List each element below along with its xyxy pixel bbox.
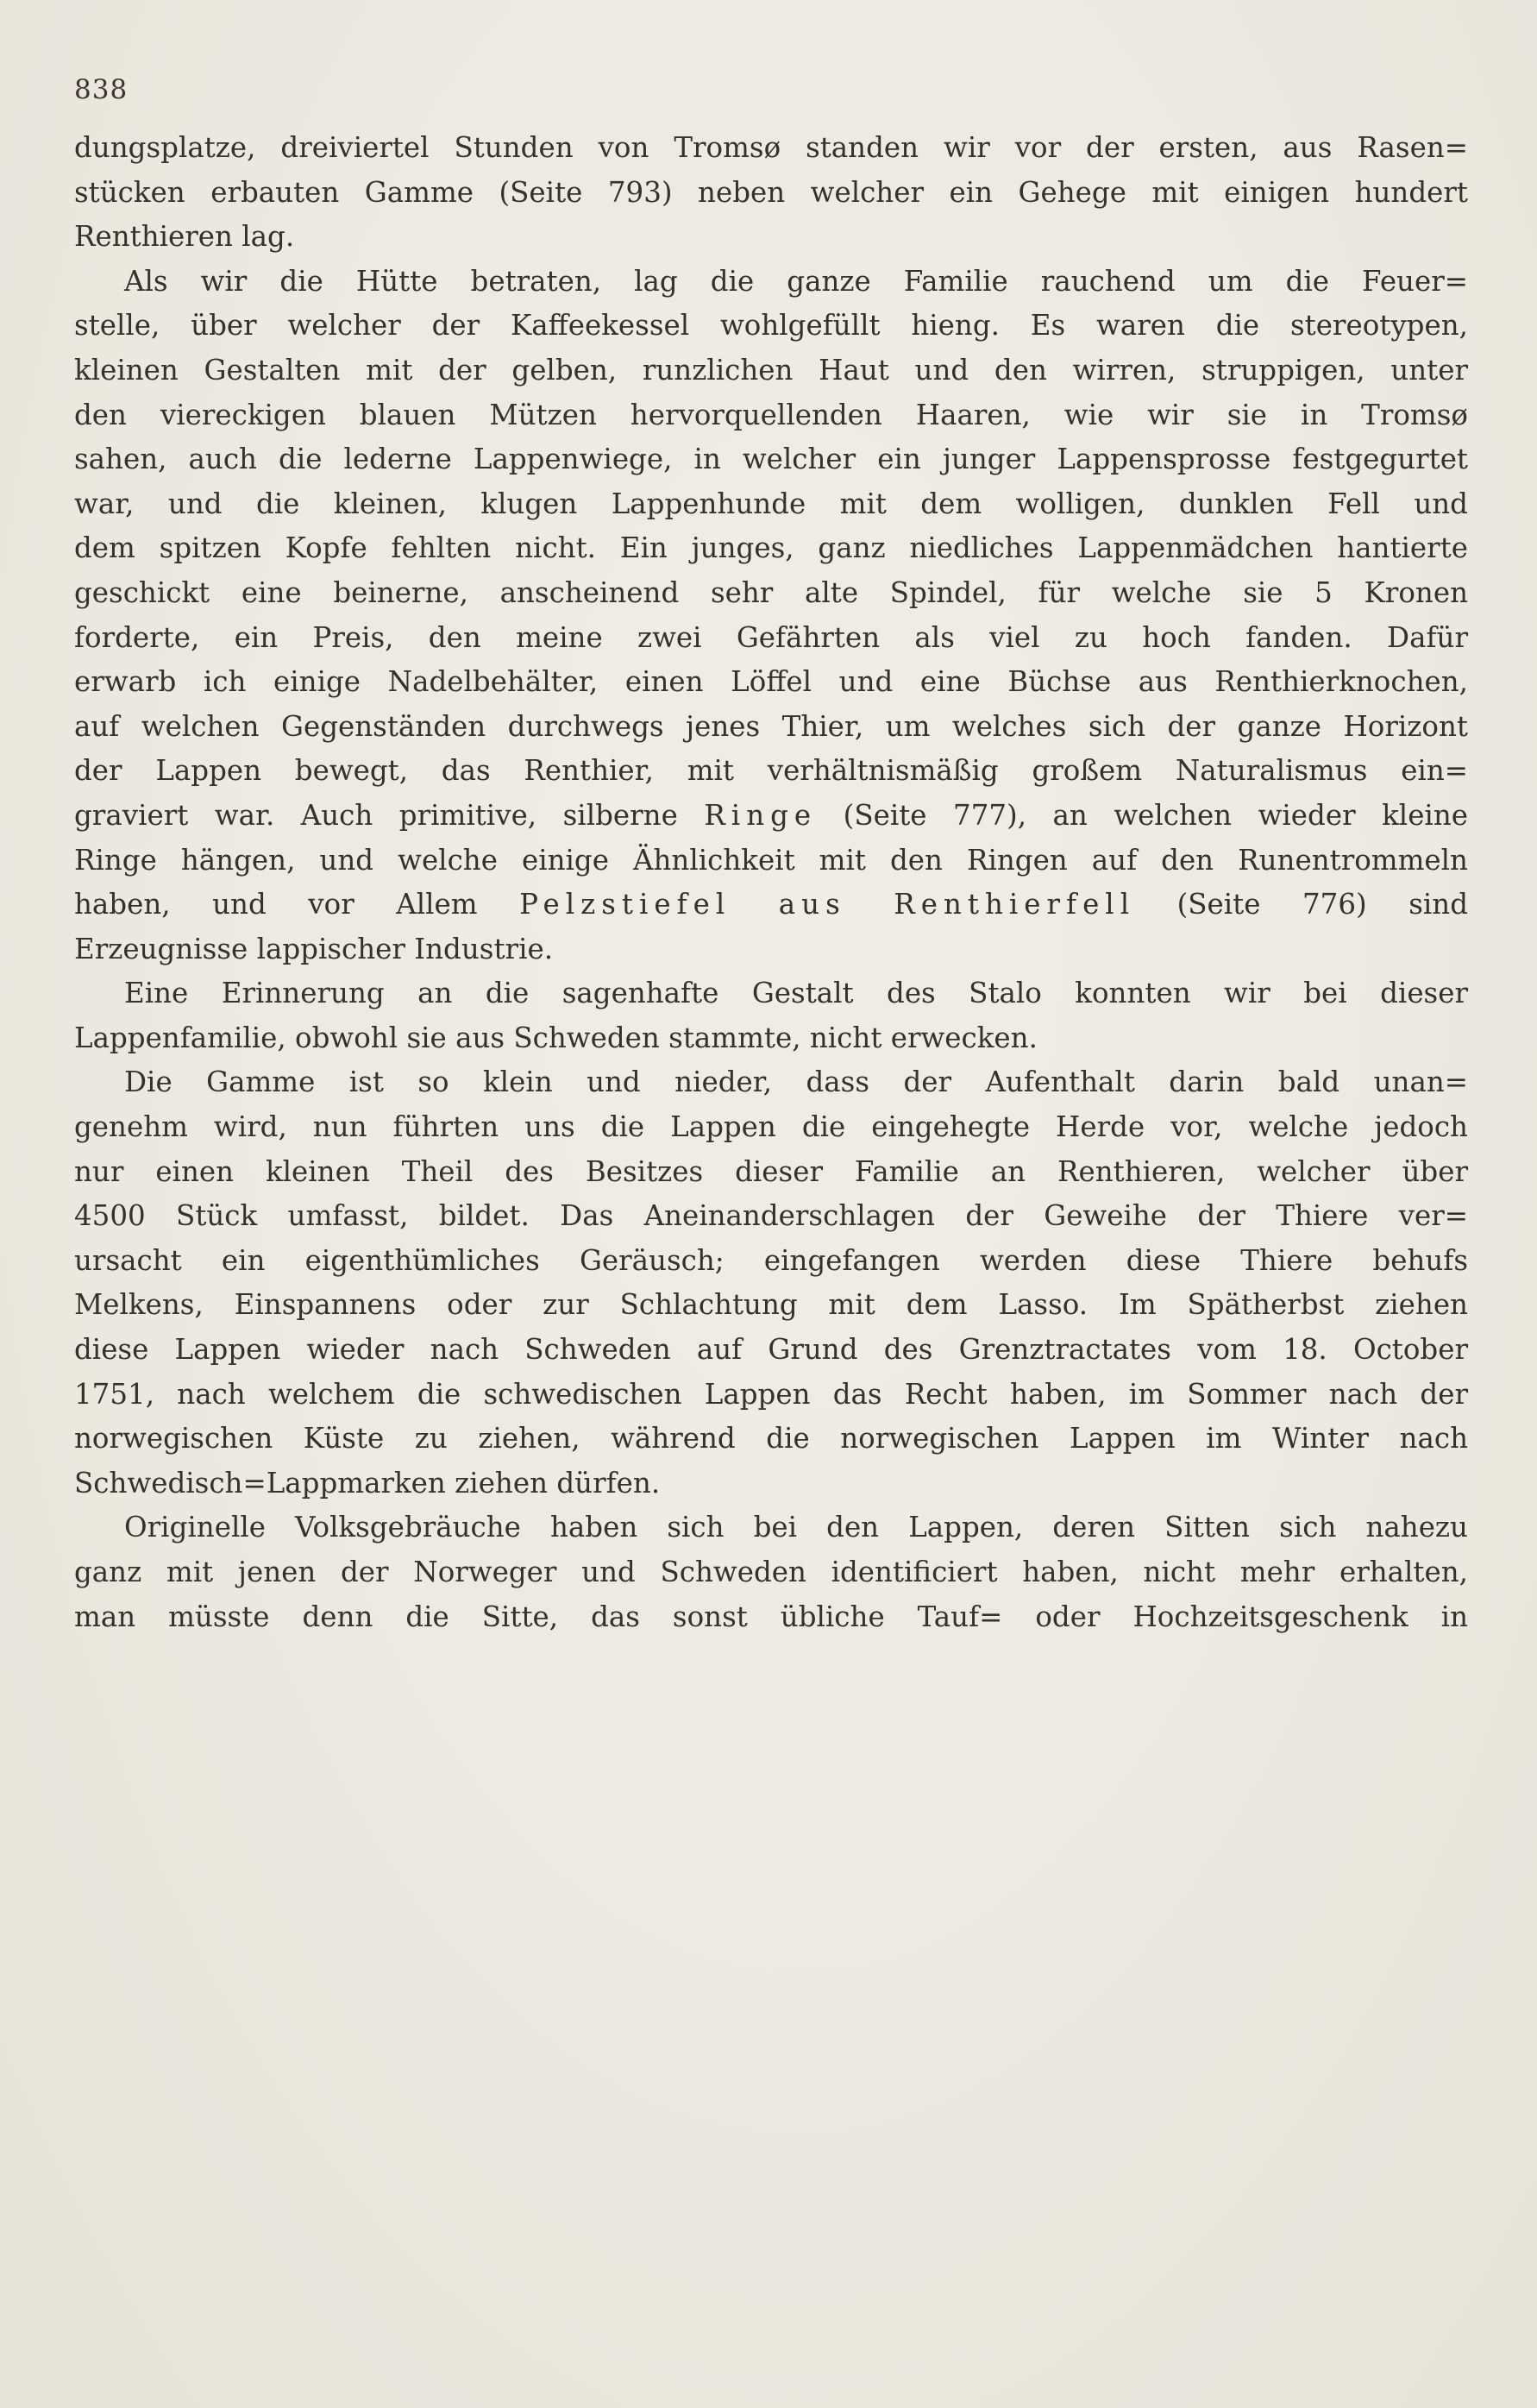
text-line [74,1283,1468,1328]
text-line [74,839,1468,883]
text-segment: man müsste denn die Sitte, das sonst übliche Tauf= oder Hochzeitsgeschenk in [74,1600,1468,1633]
text-line [74,1550,1468,1595]
text-segment: Originelle Volksgebräuche haben sich bei den Lappen, deren Sitten sich nahezu [124,1511,1468,1544]
text-segment: diese Lappen wieder nach Schweden auf Grund des Grenztractates vom 18. October [74,1333,1468,1367]
text-segment: Melkens, Einspannens oder zur Schlachtung mit dem Lasso. Im Spätherbst ziehen [74,1288,1468,1322]
text-segment: kleinen Gestalten mit der gelben, runzlichen Haut und den wirren, struppigen, unter [74,353,1468,387]
text-line [74,126,1468,171]
text-line [74,1194,1468,1239]
text-line [74,1328,1468,1373]
text-segment: den viereckigen blauen Mützen hervorquellenden Haaren, wie wir sie in Tromsø [74,398,1468,431]
text-segment: Renthieren lag. [74,220,295,254]
text-line [74,1595,1468,1640]
text-line [74,1105,1468,1150]
text-line [74,1016,1468,1061]
text-segment: genehm wird, nun führten uns die Lappen die eingehegte Herde vor, welche jedoch [74,1110,1468,1144]
text-line [74,1239,1468,1284]
text-line [74,1373,1468,1418]
text-segment: erwarb ich einige Nadelbehälter, einen Löffel und eine Büchse aus Renthierknochen, [74,665,1468,699]
text-segment: 1751, nach welchem die schwedischen Lappen das Recht haben, im Sommer nach der [74,1377,1468,1411]
text-segment: ganz mit jenen der Norweger und Schweden identificiert haben, nicht mehr erhalten, [74,1556,1468,1588]
text-segment: Als wir die Hütte betraten, lag die ganze Familie rauchend um die Feuer= [124,264,1468,298]
text-segment: Erzeugnisse lappischer Industrie. [74,932,554,965]
text-line [74,215,1468,260]
text-line [74,571,1468,616]
text-line [74,749,1468,794]
text-line [74,1060,1468,1105]
text-segment: forderte, ein Preis, den meine zwei Gefährten als viel zu hoch fanden. Dafür [74,620,1468,654]
text-segment: Ringe hängen, und welche einige Ähnlichkeit mit den Ringen auf den Runentrommeln [74,843,1468,877]
text-segment: der Lappen bewegt, das Renthier, mit verhältnismäßig großem Naturalismus ein= [74,754,1468,788]
text-line [74,349,1468,393]
emphasized-text: Pelzstiefel aus Renthierfell [519,888,1136,921]
text-segment: graviert war. Auch primitive, silberne [74,798,705,832]
text-block [74,126,1468,1639]
text-line [74,1150,1468,1195]
text-line [74,1462,1468,1506]
text-line [74,437,1468,482]
text-line [74,616,1468,661]
text-line [74,393,1468,438]
text-segment: Schwedisch=Lappmarken ziehen dürfen. [74,1466,661,1499]
text-segment: 4500 Stück umfasst, bildet. Das Aneinanderschlagen der Geweihe der Thiere ver= [74,1199,1468,1233]
text-line [74,260,1468,305]
text-line [74,927,1468,972]
text-line [74,304,1468,349]
page-number: 838 [74,74,129,105]
text-line [74,705,1468,750]
text-line [74,526,1468,571]
text-segment: norwegischen Küste zu ziehen, während die norwegischen Lappen im Winter nach [74,1422,1468,1455]
text-line [74,794,1468,839]
text-segment: Eine Erinnerung an die sagenhafte Gestalt des Stalo konnten wir bei dieser [124,977,1468,1010]
text-segment: Die Gamme ist so klein und nieder, dass der Aufenthalt darin bald unan= [124,1066,1468,1099]
text-segment: stelle, über welcher der Kaffeekessel wohlgefüllt hieng. Es waren die stereotypen, [74,309,1468,343]
text-line [74,1506,1468,1550]
text-segment: haben, und vor Allem [74,888,520,921]
text-segment: dungsplatze, dreiviertel Stunden von Tromsø standen wir vor der ersten, aus Rasen= [74,131,1468,164]
emphasized-text: Ringe [704,798,818,832]
text-line [74,660,1468,705]
text-segment: nur einen kleinen Theil des Besitzes dieser Familie an Renthieren, welcher über [74,1154,1468,1188]
text-line [74,1417,1468,1462]
text-segment: ursacht ein eigenthümliches Geräusch; eingefangen werden diese Thiere behufs [74,1243,1468,1277]
text-segment: war, und die kleinen, klugen Lappenhunde mit dem wolligen, dunklen Fell und [74,487,1468,520]
text-segment: dem spitzen Kopfe fehlten nicht. Ein junges, ganz niedliches Lappenmädchen hantierte [74,531,1468,565]
text-segment: sahen, auch die lederne Lappenwiege, in welcher ein junger Lappensprosse festgegurtet [74,443,1468,476]
text-segment: auf welchen Gegenständen durchwegs jenes Thier, um welches sich der ganze Horizont [74,709,1468,743]
text-segment: geschickt eine beinerne, anscheinend sehr alte Spindel, für welche sie 5 Kronen [74,575,1468,609]
text-line [74,971,1468,1016]
text-line [74,171,1468,216]
text-segment: Lappenfamilie, obwohl sie aus Schweden stammte, nicht erwecken. [74,1021,1038,1054]
text-segment: (Seite 776) sind [1135,888,1469,921]
text-line [74,883,1468,927]
text-line [74,482,1468,527]
text-segment: (Seite 777), an welchen wieder kleine [817,798,1468,832]
text-segment: stücken erbauten Gamme (Seite 793) neben welcher ein Gehege mit einigen hundert [74,175,1468,209]
